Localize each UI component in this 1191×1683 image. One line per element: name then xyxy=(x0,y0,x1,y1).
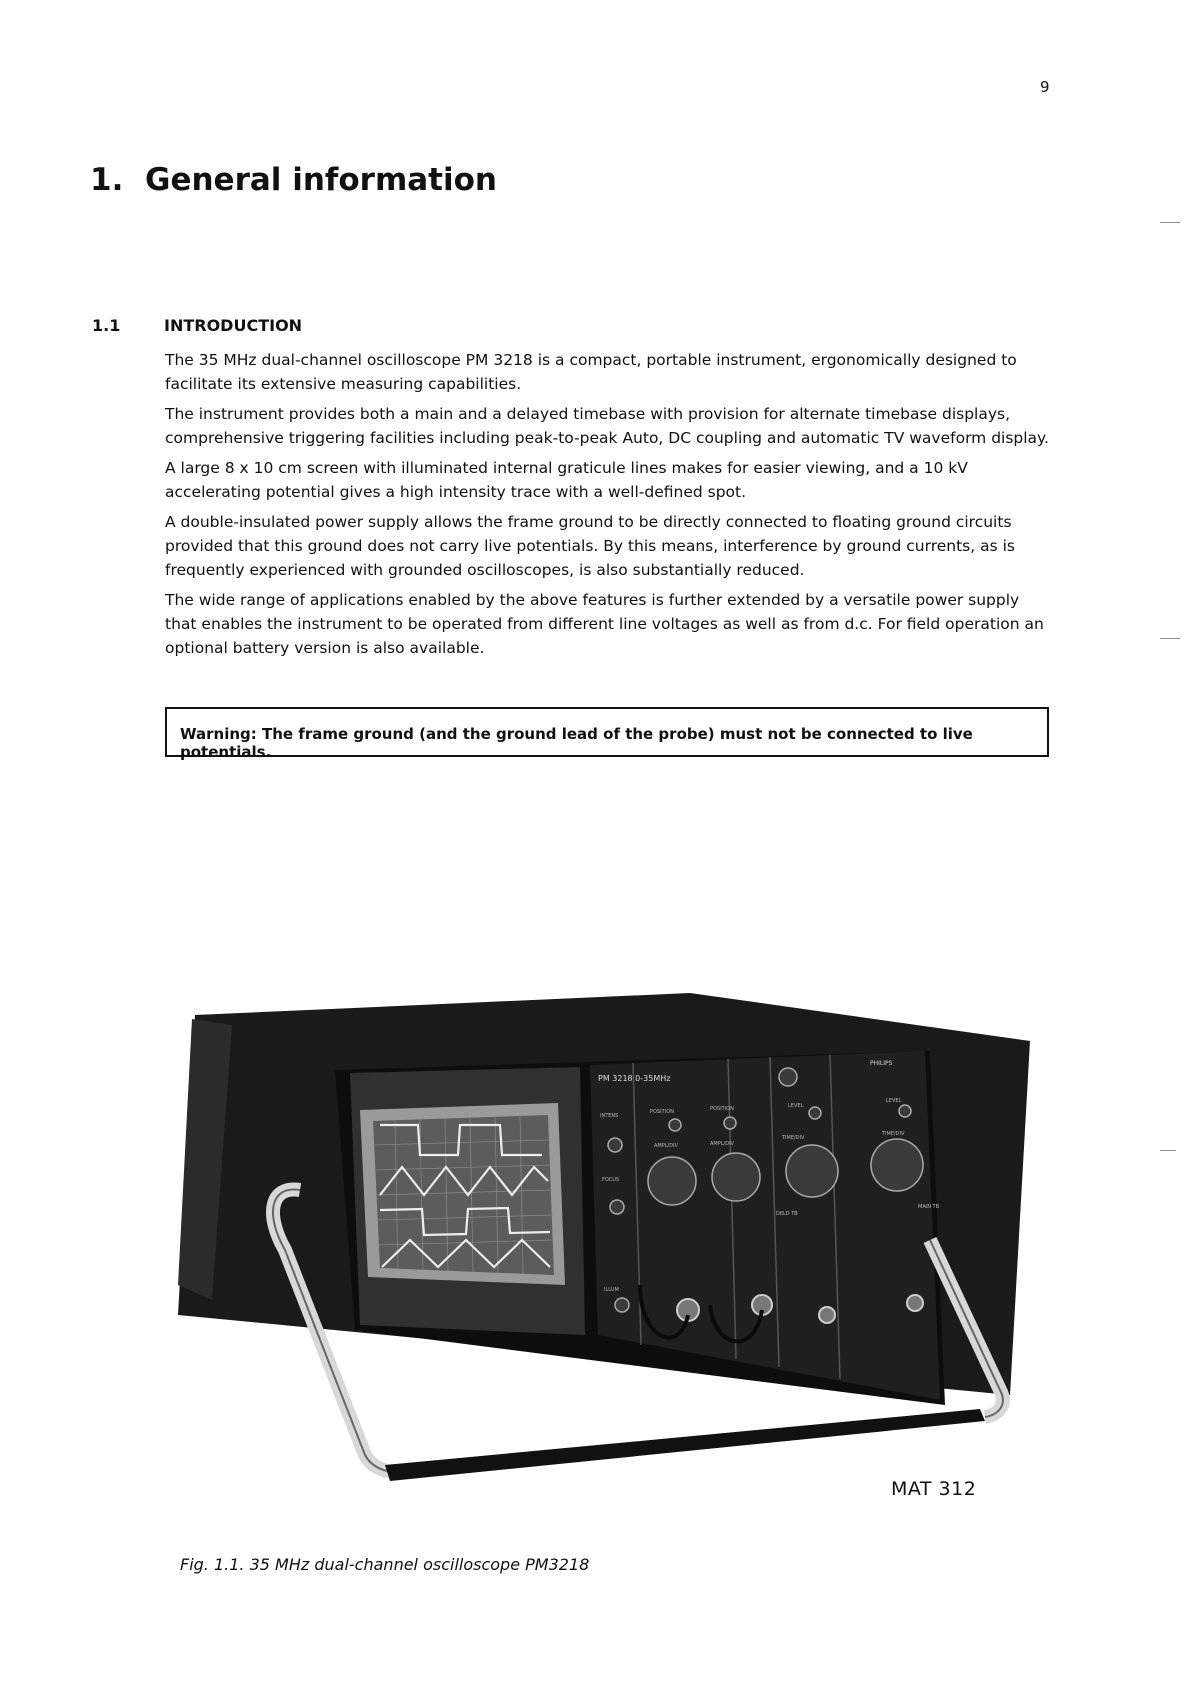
knob-label: LEVEL xyxy=(886,1098,902,1104)
panel-model-text: PM 3218 0-35MHz xyxy=(598,1074,671,1083)
screen-bezel xyxy=(350,1067,585,1335)
paragraph: The instrument provides both a main and a delayed timebase with provision for alternate timebase displays, comprehensive triggering facilities including peak-to-peak Auto, DC coupling and automatic TV waveform display. xyxy=(165,405,1049,447)
paragraph: The 35 MHz dual-channel oscilloscope PM 3218 is a compact, portable instrument, ergonomically designed to facilitate its extensive measuring capabilities. xyxy=(165,351,1017,393)
knob-label: INTENS xyxy=(600,1113,619,1119)
knob-label: LEVEL xyxy=(788,1103,804,1109)
knob-label: AMPL/DIV xyxy=(654,1143,678,1149)
paragraph: The wide range of applications enabled by the above features is further extended by a versatile power supply that enables the instrument to be operated from different line voltages as well as from d.c. For field operation an optional battery version is also available. xyxy=(165,591,1044,657)
knob-label: POSITION xyxy=(710,1106,734,1112)
knob-label: DELD TB xyxy=(776,1211,798,1217)
section-heading xyxy=(92,316,302,335)
oscilloscope-photo xyxy=(170,985,1040,1505)
knob-label: AMPL/DIV xyxy=(710,1141,734,1147)
knob-label: ILLUM xyxy=(604,1287,619,1293)
figure-mat-label: MAT 312 xyxy=(891,1478,977,1500)
scan-edge-mark xyxy=(1160,1150,1176,1151)
warning-box: Warning: The frame ground (and the ground lead of the probe) must not be connected to live potentials. xyxy=(165,707,1049,757)
scan-edge-mark xyxy=(1160,638,1180,639)
section-number: 1.1 xyxy=(92,316,121,335)
knob-label: TIME/DIV xyxy=(882,1131,905,1137)
knob-label: MAIN TB xyxy=(918,1204,940,1210)
paragraph: A large 8 x 10 cm screen with illuminated internal graticule lines makes for easier viewing, and a 10 kV accelerating potential gives a high intensity trace with a well-defined spot. xyxy=(165,459,968,501)
figure-caption: Fig. 1.1. 35 MHz dual-channel oscilloscope PM3218 xyxy=(180,1555,590,1574)
knob-label: FOCUS xyxy=(602,1177,620,1183)
paragraph: A double-insulated power supply allows the frame ground to be directly connected to floating ground circuits provided that this ground does not carry live potentials. By this means, interference by ground currents, as is frequently experienced with grounded oscilloscopes, is also substantially reduced. xyxy=(165,513,1015,579)
scan-edge-mark xyxy=(1160,222,1180,223)
introduction-body xyxy=(165,348,1055,666)
chapter-title-text: General information xyxy=(145,162,497,198)
chapter-number: 1. xyxy=(90,162,124,198)
panel-brand-text: PHILIPS xyxy=(870,1060,893,1067)
section-title-text: INTRODUCTION xyxy=(164,316,303,335)
page-number: 9 xyxy=(1040,78,1050,96)
knob-label: TIME/DIV xyxy=(782,1135,805,1141)
knob-label: POSITION xyxy=(650,1109,674,1115)
chapter-title xyxy=(90,162,497,198)
